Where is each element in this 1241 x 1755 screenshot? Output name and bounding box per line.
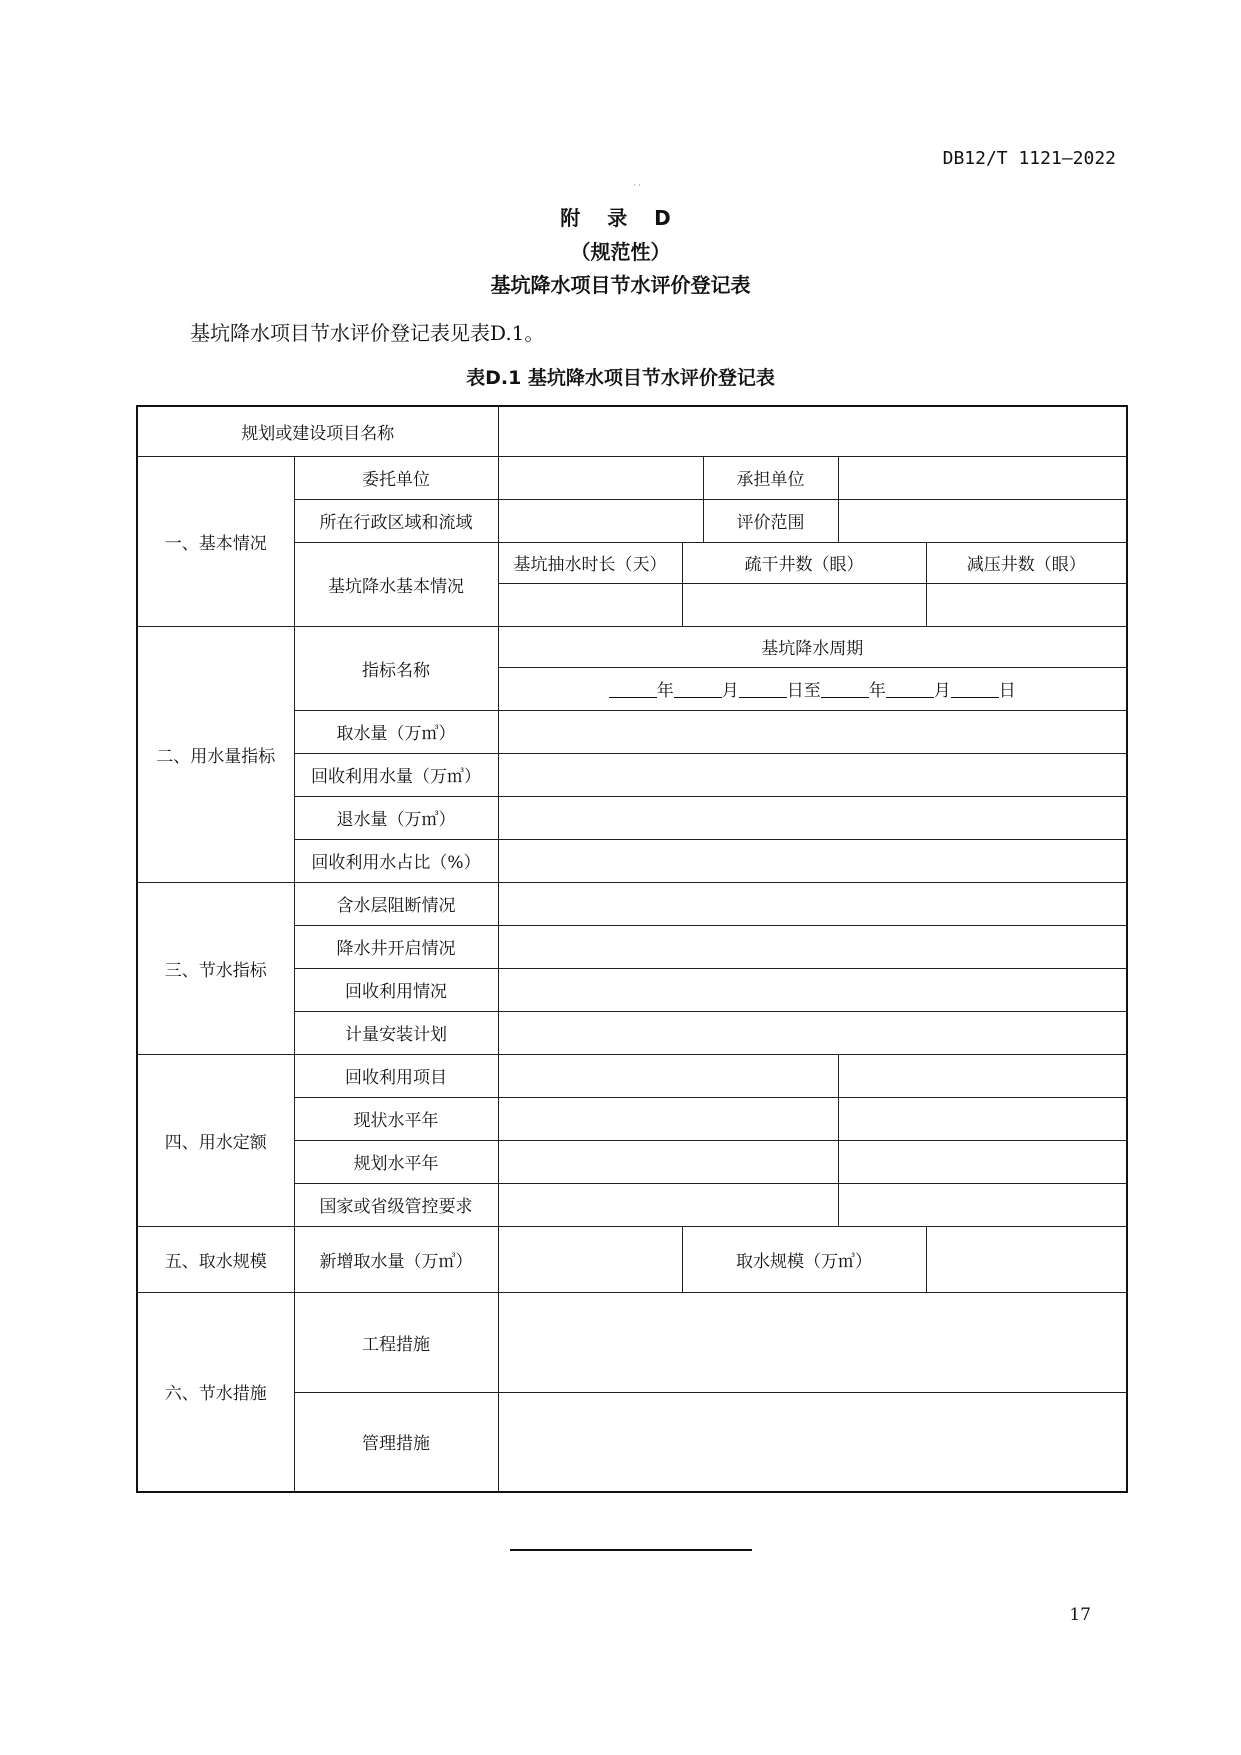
table-row [137,882,1127,925]
commission-unit-value [498,456,703,499]
table-row [137,456,1127,499]
recycle-project-label: 回收利用项目 [294,1054,498,1097]
pump-days-value [498,583,682,626]
table-row [137,626,1127,667]
project-name-value [498,406,1127,456]
new-intake-label: 新增取水量（万㎥） [294,1226,498,1292]
indicator-name-label: 指标名称 [294,626,498,710]
quota-cell [838,1097,1127,1140]
region-value [498,499,703,542]
blank-line [739,681,787,698]
relief-wells-header: 减压井数（眼） [926,542,1127,583]
blank-line [674,681,722,698]
new-intake-value [498,1226,682,1292]
quota-cell [838,1183,1127,1226]
recycled-water-label: 回收利用水量（万㎥） [294,753,498,796]
well-operation-value [498,925,1127,968]
quota-cell [498,1183,838,1226]
recycle-ratio-label: 回收利用水占比（%） [294,839,498,882]
aquifer-blocking-value [498,882,1127,925]
metering-plan-label: 计量安装计划 [294,1011,498,1054]
metering-plan-value [498,1011,1127,1054]
table-row [137,406,1127,456]
engineering-measures-value [498,1292,1127,1392]
well-operation-label: 降水井开启情况 [294,925,498,968]
section-water-use: 二、用水量指标 [137,626,294,882]
water-intake-label: 取水量（万㎥） [294,710,498,753]
water-intake-value [498,710,1127,753]
quota-cell [498,1097,838,1140]
aquifer-blocking-label: 含水层阻断情况 [294,882,498,925]
blank-line [821,681,869,698]
section-saving-measures: 六、节水措施 [137,1292,294,1492]
intro-paragraph: 基坑降水项目节水评价登记表见表D.1。 [190,321,545,345]
registration-mark: · · [633,181,641,190]
region-label: 所在行政区域和流域 [294,499,498,542]
engineering-measures-label: 工程措施 [294,1292,498,1392]
drain-wells-header: 疏干井数（眼） [682,542,926,583]
dewatering-cycle-dates: 年 月 日至 年 月 日 [498,667,1127,710]
quota-cell [838,1140,1127,1183]
section-basic-info: 一、基本情况 [137,456,294,626]
blank-line [951,681,999,698]
blank-line [886,681,934,698]
intake-scale-label: 取水规模（万㎥） [682,1226,926,1292]
section-water-quota: 四、用水定额 [137,1054,294,1226]
page-number: 17 [1069,1605,1091,1625]
blank-line [609,681,657,698]
section-water-saving: 三、节水指标 [137,882,294,1054]
project-name-label: 规划或建设项目名称 [137,406,498,456]
discharge-value [498,796,1127,839]
undertaker-label: 承担单位 [703,456,838,499]
table-row [137,1292,1127,1392]
table-row [137,1054,1127,1097]
quota-cell [498,1140,838,1183]
recycle-ratio-value [498,839,1127,882]
planning-year-label: 规划水平年 [294,1140,498,1183]
registration-table [136,405,1128,1493]
recycled-water-value [498,753,1127,796]
recycling-status-value [498,968,1127,1011]
dewatering-cycle-label: 基坑降水周期 [498,626,1127,667]
relief-wells-value [926,583,1127,626]
commission-unit-label: 委托单位 [294,456,498,499]
quota-cell [838,1054,1127,1097]
table-row [137,1226,1127,1292]
pump-days-header: 基坑抽水时长（天） [498,542,682,583]
section-intake-scale: 五、取水规模 [137,1226,294,1292]
drain-wells-value [682,583,926,626]
management-measures-label: 管理措施 [294,1392,498,1492]
recycling-status-label: 回收利用情况 [294,968,498,1011]
scope-value [838,499,1127,542]
intake-scale-value [926,1226,1127,1292]
current-year-label: 现状水平年 [294,1097,498,1140]
appendix-label: 附 录 D [560,206,681,230]
appendix-type: （规范性） [570,240,671,264]
undertaker-value [838,456,1127,499]
appendix-title: 基坑降水项目节水评价登记表 [490,273,751,297]
quota-cell [498,1054,838,1097]
discharge-label: 退水量（万㎥） [294,796,498,839]
end-rule [510,1549,752,1551]
control-requirement-label: 国家或省级管控要求 [294,1183,498,1226]
management-measures-value [498,1392,1127,1492]
document-code: DB12/T 1121—2022 [942,148,1116,169]
dewatering-label: 基坑降水基本情况 [294,542,498,626]
scope-label: 评价范围 [703,499,838,542]
table-caption: 表D.1 基坑降水项目节水评价登记表 [466,367,775,389]
